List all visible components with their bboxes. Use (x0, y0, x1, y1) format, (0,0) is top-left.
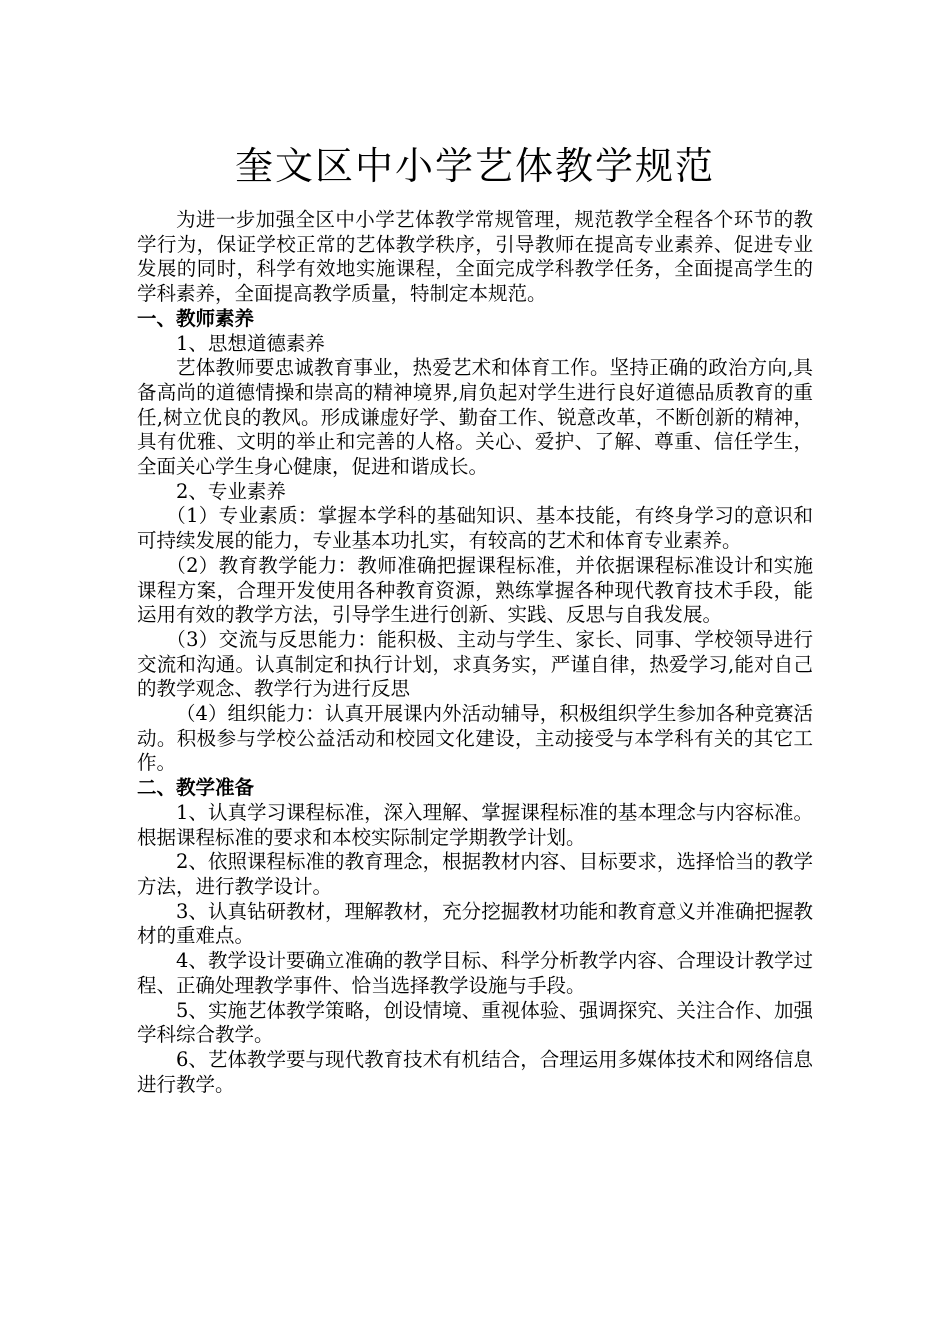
paragraph-moral: 艺体教师要忠诚教育事业，热爱艺术和体育工作。坚持正确的政治方向,具备高尚的道德情操和崇高的精神境界,肩负起对学生进行良好道德品质教育的重任,树立优良的教风。形成谦虚好学、勤奋工作、锐意改革，不断创新的精神，具有优雅、文明的举止和完善的人格。关心、爱护、了解、尊重、信任学生，全面关心学生身心健康，促进和谐成长。 (137, 356, 813, 479)
document-title: 奎文区中小学艺体教学规范 (234, 144, 715, 188)
paragraph-organization-ability: （4）组织能力：认真开展课内外活动辅导，积极组织学生参加各种竞赛活动。积极参与学校公益活动和校园文化建设，主动接受与本学科有关的其它工作。 (137, 702, 813, 775)
list-item: 4、教学设计要确立准确的教学目标、科学分析教学内容、合理设计教学过程、正确处理教学事件、恰当选择教学设施与手段。 (137, 949, 813, 997)
list-item: 2、依照课程标准的教育理念，根据教材内容、目标要求，选择恰当的教学方法，进行教学设计。 (137, 850, 813, 898)
list-item: 1、认真学习课程标准，深入理解、掌握课程标准的基本理念与内容标准。根据课程标准的要求和本校实际制定学期教学计划。 (137, 800, 813, 849)
section-heading-teaching-preparation: 二、教学准备 (137, 776, 255, 800)
subsection-title-professional: 2、专业素养 (176, 479, 286, 503)
list-item: 6、艺体教学要与现代教育技术有机结合，合理运用多媒体技术和网络信息进行教学。 (137, 1047, 813, 1096)
section-heading-teacher-quality: 一、教师素养 (137, 306, 255, 330)
list-item: 5、实施艺体教学策略，创设情境、重视体验、强调探究、关注合作、加强学科综合教学。 (137, 998, 813, 1047)
list-item: 3、认真钻研教材，理解教材，充分挖掘教材功能和教育意义并准确把握教材的重难点。 (137, 899, 813, 948)
paragraph-professional-quality: （1）专业素质：掌握本学科的基础知识、基本技能，有终身学习的意识和可持续发展的能力，专业基本功扎实，有较高的艺术和体育专业素养。 (137, 504, 813, 553)
intro-paragraph: 为进一步加强全区中小学艺体教学常规管理，规范教学全程各个环节的教学行为，保证学校正常的艺体教学秩序，引导教师在提高专业素养、促进专业发展的同时，科学有效地实施课程，全面完成学科教学任务，全面提高学生的学科素养，全面提高教学质量，特制定本规范。 (137, 208, 813, 306)
paragraph-communication-ability: （3）交流与反思能力：能积极、主动与学生、家长、同事、学校领导进行交流和沟通。认真制定和执行计划，求真务实，严谨自律，热爱学习,能对自己的教学观念、教学行为进行反思 (137, 627, 813, 701)
subsection-title-moral: 1、思想道德素养 (176, 331, 325, 355)
paragraph-teaching-ability: （2）教育教学能力：教师准确把握课程标准，并依据课程标准设计和实施课程方案，合理开发使用各种教育资源，熟练掌握各种现代教育技术手段，能运用有效的教学方法，引导学生进行创新、实践、反思与自我发展。 (137, 553, 813, 627)
document-body (137, 208, 813, 1097)
